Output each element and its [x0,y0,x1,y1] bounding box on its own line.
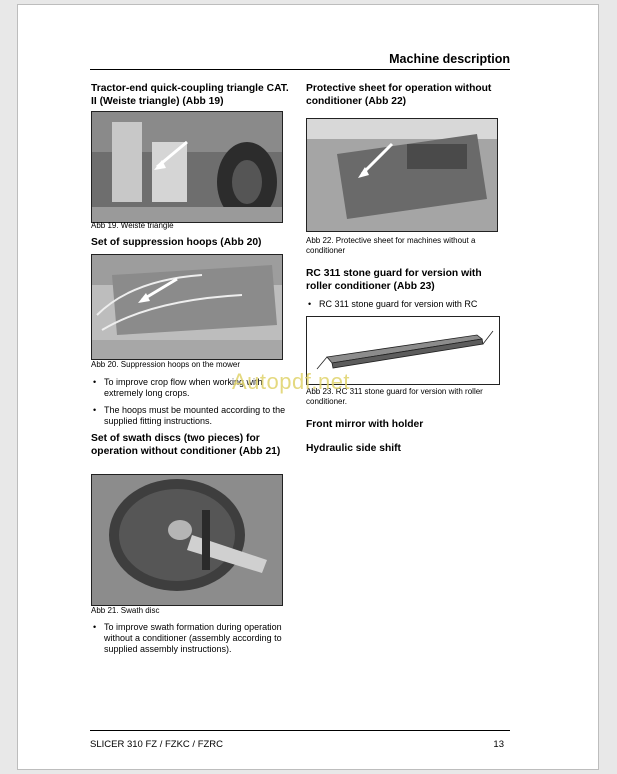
footer-model: SLICER 310 FZ / FZKC / FZRC [90,739,224,750]
heading-stone-guard: RC 311 stone guard for version with roller conditioner (Abb 23) [306,268,482,292]
page-header [90,49,510,70]
photo-weiste-triangle [91,111,283,223]
caption-abb21: Abb 21. Swath disc [91,606,160,615]
caption-abb22: Abb 22. Protective sheet for machines without a conditioner [306,236,476,255]
watermark: Autopdf.net [232,369,351,394]
bullet-stone-guard: • RC 311 stone guard for version with RC [306,299,519,310]
bullet-hoops-mounting: • The hoops must be mounted according to the supplied fitting instructions. [91,405,294,427]
photo-suppression-hoops [91,254,283,360]
heading-hydraulic-side-shift: Hydraulic side shift [306,443,401,454]
caption-abb20: Abb 20. Suppression hoops on the mower [91,360,240,369]
section-title: Machine description [389,52,510,66]
heading-front-mirror: Front mirror with holder [306,419,424,430]
heading-swath-discs: Set of swath discs (two pieces) for operation without conditioner (Abb 21) [91,433,281,457]
caption-abb23: Abb 23. RC 311 stone guard for version with roller conditioner. [306,387,483,406]
heading-suppression-hoops: Set of suppression hoops (Abb 20) [91,237,262,248]
bullet-swath-formation: • To improve swath formation during operation without a conditioner (assembly according to supplied assembly instructions). [91,622,294,655]
heading-weiste-triangle: Tractor-end quick-coupling triangle CAT. II (Weiste triangle) (Abb 19) [91,83,289,107]
bullet-crop-flow: • To improve crop flow when working with extremely long crops. [91,377,294,399]
page-footer [90,730,510,750]
page-number: 13 [493,739,504,750]
heading-protective-sheet: Protective sheet for operation without conditioner (Abb 22) [306,83,492,107]
photo-swath-disc [91,474,283,606]
caption-abb19: Abb 19. Weiste triangle [91,221,174,230]
photo-protective-sheet [306,118,498,232]
